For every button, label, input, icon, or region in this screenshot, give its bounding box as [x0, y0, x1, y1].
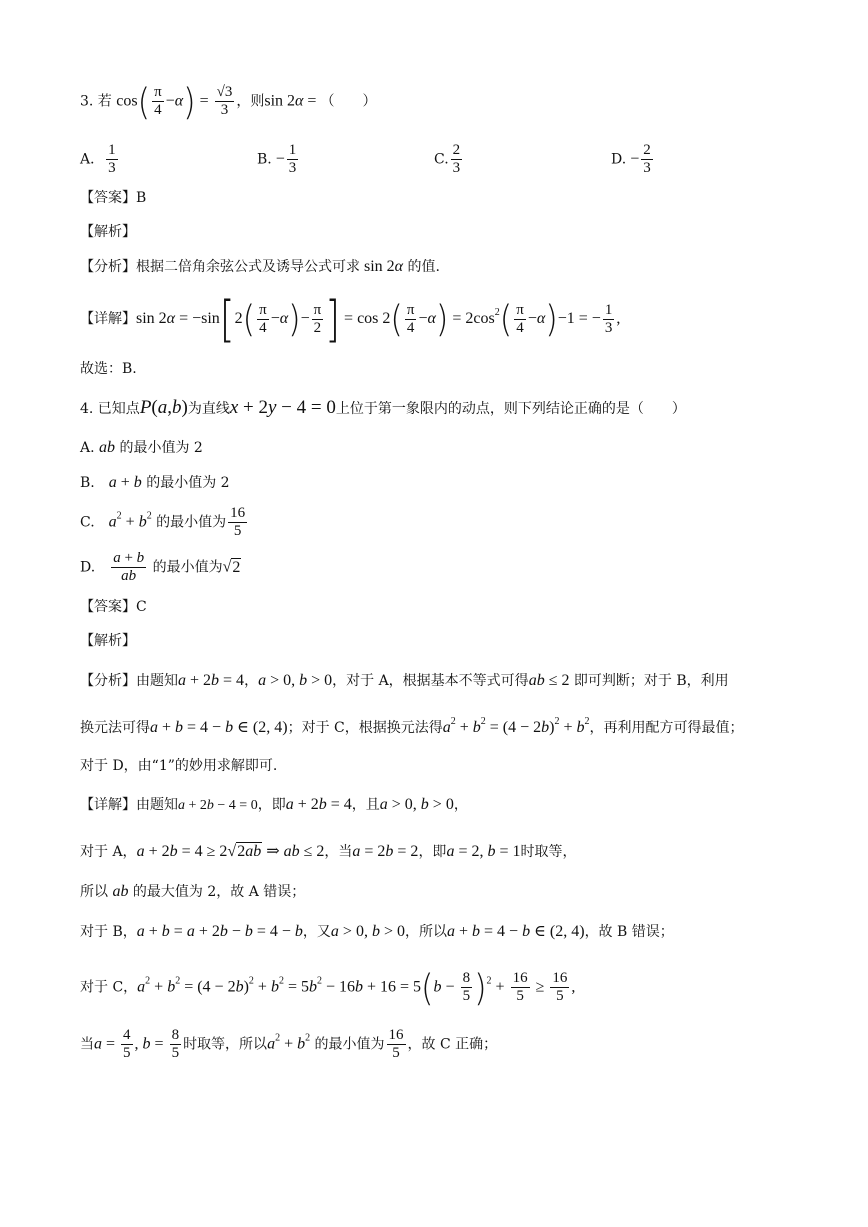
q4-xj1-a: 【详解】由题知 [80, 797, 178, 813]
q4-fenxi1-b: ， [244, 673, 259, 689]
q4-stem-part1: 4. 已知点 [80, 401, 140, 417]
q4-fenxi2-b: ；对于 C，根据换元法得 [287, 720, 443, 736]
q3-option-d: D. − $\frac{2}{3}$ [611, 142, 651, 176]
q4-xjC-3: 时取等，所以 [183, 1036, 268, 1053]
q3-option-a-label: A． [80, 151, 105, 168]
q4-xiangjie-a1: 对于 A，a + 2b = 4 ≥ 2√2ab ⇒ ab ≤ 2，当a = 2b = 2，即a = 2, b = 1时取等， [80, 843, 577, 860]
q4-option-a: A. ab 的最小值为 2 [80, 439, 203, 456]
q4-xjC-4: 的最小值为 [314, 1036, 385, 1053]
q3-paren: （ ） [320, 93, 377, 110]
q3-xiangjie-label: 【详解】 [80, 311, 136, 327]
q4-xjA-2: ，当 [324, 844, 353, 860]
q4-xjB-2: ，又 [302, 924, 331, 940]
q4-fenxi1-a: 【分析】由题知 [80, 673, 178, 689]
q3-conclusion: 故选：B. [80, 361, 137, 377]
q4-stem-part3: 上位于第一象限内的动点，则下列结论正确的是（ ） [335, 401, 686, 417]
q4-xjA-4: 时取等， [520, 844, 577, 860]
q3-fenxi: 【分析】根据二倍角余弦公式及诱导公式可求 sin 2α 的值. [80, 258, 440, 275]
q4-xiangjie-b: 对于 B，a + b = a + 2b − b = 4 − b，又a > 0, b > 0，所以a + b = 4 − b ∈ (2, 4)，故 B 错误； [80, 923, 674, 940]
q3-xiangjie: 【详解】sin 2α = −sin[2( $\frac{\pi}{4}$ −α)− $\frac{\pi}{2}$ ] = cos 2( $\frac{\pi}{4}$ $-\alpha) = 2\cos^2$( $\frac{\pi}{4}$ −α)−1 = − $\frac{1}{3}$ , [80, 290, 621, 348]
q4-answer: 【答案】C [80, 599, 147, 615]
q4-xj1-c: ，且 [351, 797, 380, 813]
q4-xj1-b: ，即 [257, 797, 286, 813]
q3-fenxi-text: 【分析】根据二倍角余弦公式及诱导公式可求 [80, 259, 360, 275]
q4-option-b: B. a + b 的最小值为 2 [80, 474, 230, 491]
q3-analysis-title: 【解析】 [80, 224, 136, 240]
q4-option-b-text: 的最小值为 2 [146, 475, 230, 491]
q4-xjB-4: ，故 B 错误； [584, 924, 674, 940]
q4-fenxi-line3: 对于 D，由“1”的妙用求解即可. [80, 758, 278, 774]
q4-xjA-5b: 的最大值为 2，故 A 错误； [132, 884, 306, 900]
q4-option-a-label: A. [80, 440, 95, 456]
q3-option-b: B. − $\frac{1}{3}$ [257, 142, 297, 176]
q4-option-b-label: B. [80, 475, 95, 491]
q4-fenxi1-d: 即可判断；对于 B，利用 [573, 673, 729, 689]
q4-fenxi-line2: 换元法可得a + b = 4 − b ∈ (2, 4)；对于 C，根据换元法得$a^2 + b^2 = (4 - 2b)^2 + b^2$，再利用配方可得最值； [80, 716, 744, 736]
q4-xjB-3: ，所以 [404, 924, 447, 940]
q4-option-c: C. $a^2 + b^2$ 的最小值为 $\frac{16}{5}$ [80, 505, 246, 539]
q4-stem: 4. 已知点P(a,b)为直线x + 2y − 4 = 0上位于第一象限内的动点，则下列结论正确的是（ ） [80, 397, 686, 418]
q3-option-a: A． $\frac{1}{3}$ [80, 142, 116, 176]
q4-fenxi1-c: ，对于 A，根据基本不等式可得 [332, 673, 529, 689]
q4-xiangjie-line1: 【详解】由题知a + 2b − 4 = 0，即a + 2b = 4，且a > 0, b > 0， [80, 796, 468, 813]
q3-stem: 3. 若 cos( $\frac{\pi}{4}$ −α) = $\frac{√3}{3}$ ，则sin 2α = （ ） [80, 79, 377, 124]
q4-xiangjie-a2: 所以 ab 的最大值为 2，故 A 错误； [80, 883, 306, 900]
q3-option-c-label: C. [434, 151, 449, 168]
q4-option-a-text: 的最小值为 2 [119, 440, 203, 456]
q4-xjC-5: ，故 C 正确； [407, 1036, 498, 1053]
q3-option-b-label: B. [257, 151, 272, 168]
q4-option-c-label: C. [80, 514, 95, 531]
q4-fenxi2-c: ，再利用配方可得最值； [589, 720, 744, 736]
q4-analysis-title: 【解析】 [80, 633, 136, 649]
q3-stem-tail: ，则 [236, 93, 265, 110]
q4-xj1-d: ， [453, 797, 468, 813]
q4-fenxi2-a: 换元法可得 [80, 720, 150, 736]
q3-option-c: C. $\frac{2}{3}$ [434, 142, 461, 176]
q4-xiangjie-c2: 当a = $\frac{4}{5}$ , b = $\frac{8}{5}$ 时取等，所以$a^2 + b^2$ 的最小值为 $\frac{16}{5}$ ，故 C 正确； [80, 1027, 498, 1061]
q3-number: 3. 若 [80, 93, 112, 110]
q4-option-c-text: 的最小值为 [156, 514, 227, 531]
q4-xjC-2: 当 [80, 1036, 94, 1053]
q4-option-d: D. $\frac{a + b}{ab}$ 的最小值为√2 [80, 550, 241, 584]
q4-option-d-text: 的最小值为 [152, 559, 223, 576]
q4-xjA-5a: 所以 [80, 884, 108, 900]
q4-stem-part2: 为直线 [187, 401, 230, 417]
q4-option-d-label: D. [80, 559, 96, 576]
q4-xjB-label: 对于 B， [80, 924, 137, 940]
q4-xiangjie-c1: 对于 C，$a^2 + b^2 = (4 - 2b)^2 + b^2 = 5b^2 - 16b + 16 = 5(b$ − $\frac{8}{5}$ )$^2$ + $\frac{16}{5}$ ≥ $\frac{16}{5}$ , [80, 965, 576, 1010]
q3-option-d-label: D. [611, 151, 627, 168]
q4-xjC-label: 对于 C， [80, 979, 138, 996]
q4-fenxi-line1: 【分析】由题知a + 2b = 4，a > 0, b > 0，对于 A，根据基本不等式可得ab ≤ 2 即可判断；对于 B，利用 [80, 672, 729, 689]
q4-xjA-3: ，即 [418, 844, 447, 860]
q3-answer: 【答案】B [80, 190, 147, 206]
q4-xjA-label: 对于 A， [80, 844, 137, 860]
q3-fenxi-tail: 的值. [407, 259, 440, 275]
